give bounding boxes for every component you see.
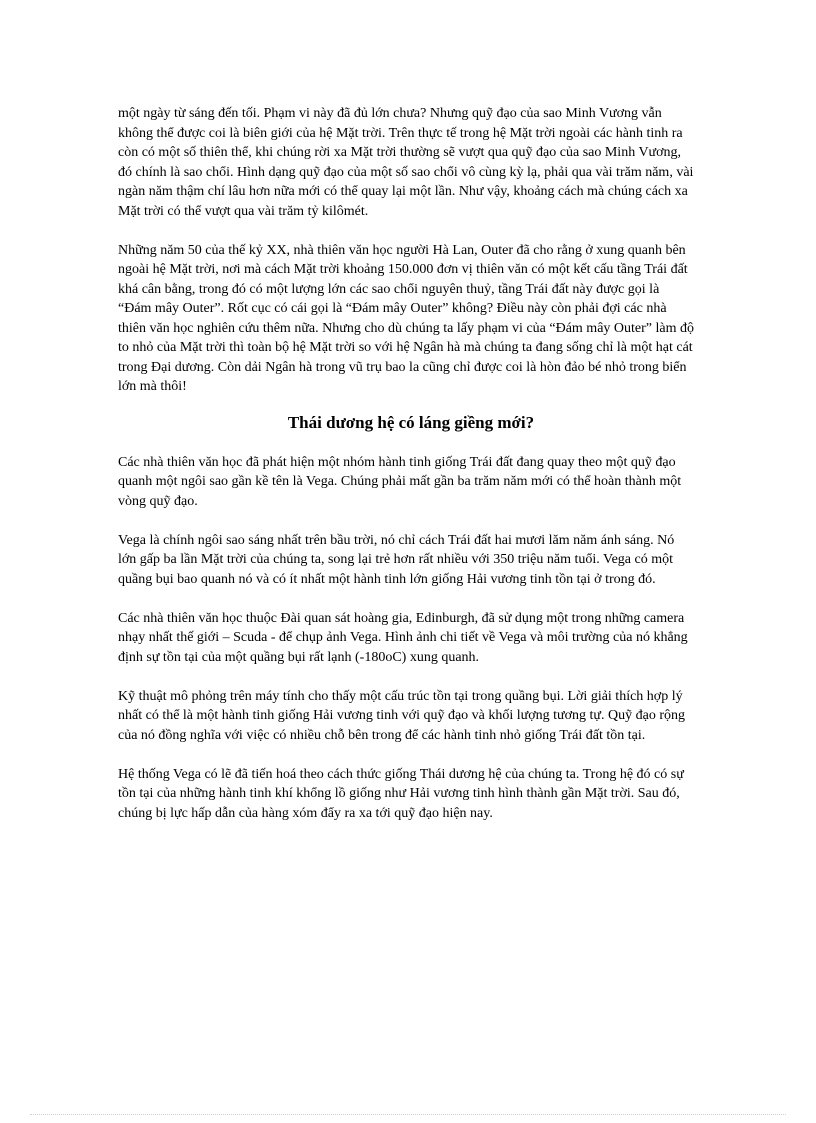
paragraph-minh-vuong-orbit: một ngày từ sáng đến tối. Phạm vi này đã đủ lớn chưa? Nhưng quỹ đạo của sao Minh Vương vẫn không thể được coi là biên giới của hệ Mặt trời. Trên thực tế trong hệ Mặt trời ngoài các hành tinh ra còn có một số thiên thể, khi chúng rời xa Mặt trời thường sẽ vượt qua quỹ đạo của sao Minh Vương, đó chính là sao chổi. Hình dạng quỹ đạo của một số sao chổi vô cùng kỳ lạ, phải qua vài trăm năm, vài ngàn năm thậm chí lâu hơn nữa mới có thể quay lại một lần. Như vậy, khoảng cách mà chúng cách xa Mặt trời có thể vượt qua vài trăm tỷ kilômét.: [118, 106, 694, 219]
paragraph-computer-simulation: Kỹ thuật mô phỏng trên máy tính cho thấy một cấu trúc tồn tại trong quầng bụi. Lời giải thích hợp lý nhất có thể là một hành tinh giống Hải vương tinh với quỹ đạo và khối lượng tương tự. Quỹ đạo rộng của nó đồng nghĩa với việc có nhiều chỗ bên trong để các hành tinh nhỏ giống Trái đất tồn tại.: [118, 688, 686, 743]
paragraph-vega-evolution: Hệ thống Vega có lẽ đã tiến hoá theo cách thức giống Thái dương hệ của chúng ta. Trong hệ đó có sự tồn tại của những hành tinh khí khổng lồ giống như Hải vương tinh hình thành gần Mặt trời. Sau đó, chúng bị lực hấp dẫn của hàng xóm đẩy ra xa tới quỹ đạo hiện nay.: [118, 766, 684, 821]
section-heading: Thái dương hệ có láng giềng mới?: [287, 412, 535, 432]
paragraph-edinburgh-observatory: Các nhà thiên văn học thuộc Đài quan sát hoàng gia, Edinburgh, đã sử dụng một trong những camera nhạy nhất thế giới – Scuda - để chụp ảnh Vega. Hình ảnh chi tiết về Vega và môi trường của nó khẳng định sự tồn tại của một quầng bụi rất lạnh (-180oC) xung quanh.: [118, 610, 688, 665]
paragraph-vega-description: Vega là chính ngôi sao sáng nhất trên bầu trời, nó chỉ cách Trái đất hai mươi lăm năm ánh sáng. Nó lớn gấp ba lần Mặt trời của chúng ta, song lại trẻ hơn rất nhiều với 350 triệu năm tuổi. Vega có một quầng bụi bao quanh nó và có ít nhất một hành tinh lớn giống Hải vương tinh tồn tại ở trong đó.: [118, 532, 675, 587]
document-page: [118, 104, 694, 823]
paragraph-outer-cloud: Những năm 50 của thế kỷ XX, nhà thiên văn học người Hà Lan, Outer đã cho rằng ở xung quanh bên ngoài hệ Mặt trời, nơi mà cách Mặt trời khoảng 150.000 đơn vị thiên văn có một kết cấu tầng Trái đất khá cân bằng, trong đó có một lượng lớn các sao chổi nguyên thuỷ, tầng Trái đất này được gọi là “Đám mây Outer”. Rốt cục có cái gọi là “Đám mây Outer” không? Điều này còn phải đợi các nhà thiên văn học nghiên cứu thêm nữa. Nhưng cho dù chúng ta lấy phạm vi của “Đám mây Outer” làm độ to nhỏ của Mặt trời thì toàn bộ hệ Mặt trời so với hệ Ngân hà mà chúng ta đang sống chỉ là một hạt cát trong Đại dương. Còn dải Ngân hà trong vũ trụ bao la cũng chỉ được coi là hòn đảo bé nhỏ trong biển lớn mà thôi!: [118, 242, 694, 394]
paragraph-vega-discovery: Các nhà thiên văn học đã phát hiện một nhóm hành tinh giống Trái đất đang quay theo một quỹ đạo quanh một ngôi sao gần kề tên là Vega. Chúng phải mất gần ba trăm năm mới có thể hoàn thành một vòng quỹ đạo.: [118, 454, 682, 509]
page-bottom-divider: [30, 1114, 786, 1115]
